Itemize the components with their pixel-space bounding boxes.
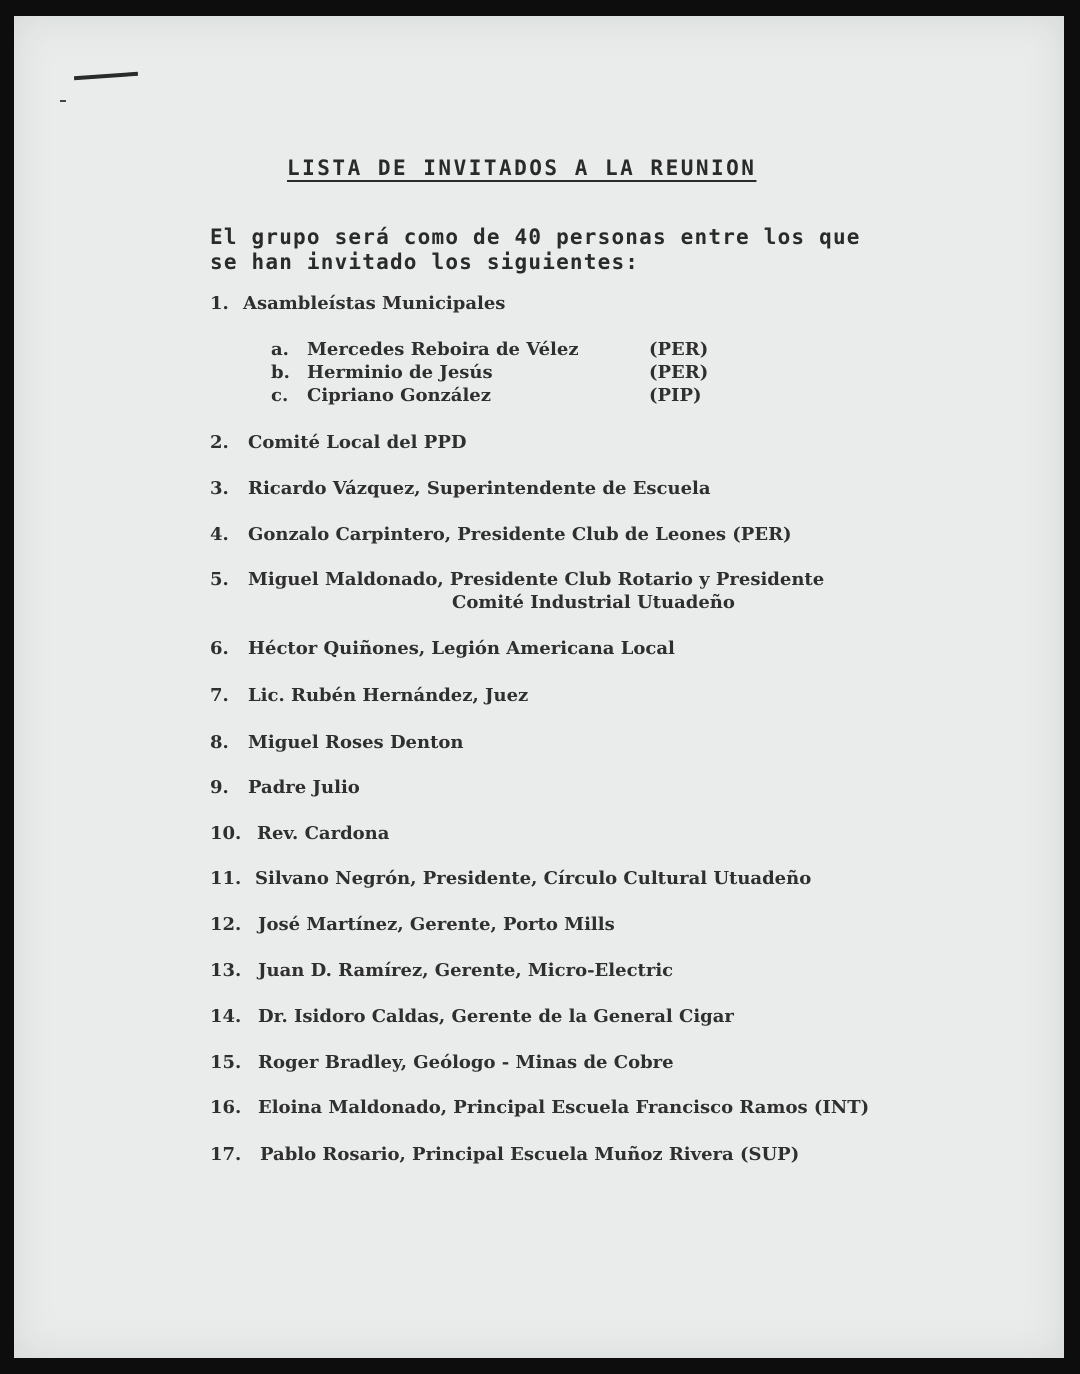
item-text: Dr. Isidoro Caldas, Gerente de la General Cigar <box>258 1006 734 1027</box>
pen-dot <box>60 100 66 102</box>
item-number: 2. <box>210 432 229 453</box>
item-number: 17. <box>210 1144 242 1165</box>
item-number: 1. <box>210 293 229 314</box>
item-text: Padre Julio <box>248 777 360 798</box>
item-text: Lic. Rubén Hernández, Juez <box>248 685 529 706</box>
sub-item-letter: c. <box>271 385 289 406</box>
item-text: Gonzalo Carpintero, Presidente Club de Leones (PER) <box>248 524 792 545</box>
item-number: 4. <box>210 524 229 545</box>
item-text: Miguel Roses Denton <box>248 732 464 753</box>
item-text: Roger Bradley, Geólogo - Minas de Cobre <box>258 1052 674 1073</box>
item-number: 7. <box>210 685 229 706</box>
item-text: Miguel Maldonado, Presidente Club Rotario y Presidente <box>248 569 825 590</box>
item-text: Juan D. Ramírez, Gerente, Micro-Electric <box>258 960 674 981</box>
sub-item-name: Cipriano González <box>307 385 491 406</box>
item-text-continued: Comité Industrial Utuadeño <box>452 592 735 613</box>
sub-item-name: Herminio de Jesús <box>307 362 493 383</box>
item-number: 6. <box>210 638 229 659</box>
item-number: 3. <box>210 478 229 499</box>
item-number: 9. <box>210 777 229 798</box>
item-text: Pablo Rosario, Principal Escuela Muñoz Rivera (SUP) <box>260 1144 800 1165</box>
item-text: Silvano Negrón, Presidente, Círculo Cultural Utuadeño <box>255 868 812 889</box>
item-text: Comité Local del PPD <box>248 432 467 453</box>
item-text: Héctor Quiñones, Legión Americana Local <box>248 638 675 659</box>
sub-item-party: (PIP) <box>649 385 702 406</box>
sub-item-letter: b. <box>271 362 290 383</box>
item-number: 13. <box>210 960 242 981</box>
pen-mark <box>74 72 138 80</box>
item-text: Rev. Cardona <box>257 823 390 844</box>
item-text: Eloina Maldonado, Principal Escuela Francisco Ramos (INT) <box>258 1097 870 1118</box>
item-number: 10. <box>210 823 242 844</box>
item-text: Ricardo Vázquez, Superintendente de Escuela <box>248 478 711 499</box>
item-number: 8. <box>210 732 229 753</box>
item-number: 14. <box>210 1006 242 1027</box>
item-number: 5. <box>210 569 229 590</box>
intro-line-2: se han invitado los siguientes: <box>210 250 640 274</box>
sub-item-party: (PER) <box>649 362 709 383</box>
item-number: 16. <box>210 1097 242 1118</box>
document-title: LISTA DE INVITADOS A LA REUNION <box>287 156 757 180</box>
sub-item-letter: a. <box>271 339 289 360</box>
item-text: Asambleístas Municipales <box>243 293 506 314</box>
item-text: José Martínez, Gerente, Porto Mills <box>258 914 615 935</box>
intro-line-1: El grupo será como de 40 personas entre los que <box>210 225 861 249</box>
item-number: 11. <box>210 868 242 889</box>
item-number: 15. <box>210 1052 242 1073</box>
item-number: 12. <box>210 914 242 935</box>
sub-item-party: (PER) <box>649 339 709 360</box>
sub-item-name: Mercedes Reboira de Vélez <box>307 339 579 360</box>
